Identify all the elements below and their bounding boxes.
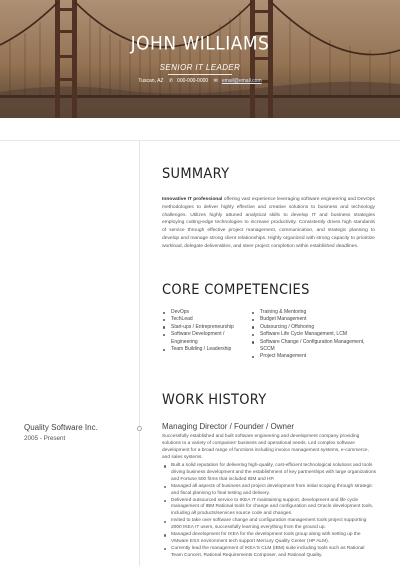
email-icon: ✉ [213,78,218,84]
list-item: Managed all aspects of business and project development from initial scoping through strategic and fiscal planning to final testing and delivery. [162,484,377,498]
summary-text [162,196,375,251]
summary-lead: Innovative IT professional [162,197,223,202]
summary-body: offering vast experience leveraging software engineering and DevOps methodologies to deliver highly effective and creative solutions to business and technology challenges. Utilizes highly attuned analytical skills to develop IT and business strategies employing cutting-edge technologies to increase productivity. Consistently drives high standards of service through effective project management, communication, and strategic planning to develop and manage strong client relationships. Highly organized with strong capacity to prioritize workload, delegate deliverables, and steer project completion within established deadlines. [162,197,375,249]
phone-icon: ✆ [168,78,174,84]
work-history-heading: WORK HISTORY [162,392,267,409]
section-divider [0,140,400,141]
competencies-list-right [251,309,379,361]
company-name: Quality Software Inc. [24,423,98,432]
list-item: Outsourcing / Offshoring [251,324,379,331]
competencies-heading: CORE COMPETENCIES [162,282,310,299]
responsibilities-list [162,463,377,560]
list-item: Software Change / Configuration Management, SCCM [251,339,379,354]
job-description: Successfully established and built software engineering and development company providing solutions to a variety of companies' business and operational needs. Led complex software development for a broad range of functions including invoice management systems, e-commerce, and sales systems. [162,434,369,460]
list-item: Managed development for IKEA for the development tools group along with setting up the VMware ESX environment tech support Mercury Quality Center (HP ALM). [162,532,377,546]
list-item: Software Life Cycle Management, LCM [251,331,379,338]
job-title: SENIOR IT LEADER [159,63,241,72]
list-item: Software Development / Engineering [162,331,250,346]
list-item: Built a solid reputation for delivering high-quality, cost-efficient technological solutions and tools driving business development and the establishment of key partnerships with large organizations and Fortune 500 firms that included IBM and HP. [162,463,377,484]
phone-number: 000-000-0000 [177,78,209,84]
list-item: Team Building / Leadership [162,346,250,353]
golden-gate-bridge-image [0,0,400,118]
list-item: Start-ups / Entrepreneurship [162,324,250,331]
contact-info [0,78,400,84]
list-item: TechLead [162,316,250,323]
job-role: Managing Director / Founder / Owner [162,422,295,431]
list-item: Invited to take over software change and configuration management tools project supporting 2000 IKEA IT users, successfully learning everything from the ground up. [162,518,377,532]
column-divider [139,141,140,566]
candidate-name: JOHN WILLIAMS [130,33,270,55]
title-underline [168,74,232,75]
summary-heading: SUMMARY [162,166,230,183]
email-link[interactable]: email@email.com [221,78,262,84]
list-item: Project Management [251,353,379,360]
list-item: Delivered outsourced service to IKEA IT maintaining support, development and life cycle management of IBM Rational tools for change and configuration and Oracle development tools, including all products/services source code and changes. [162,498,377,519]
list-item: Budget Management [251,316,379,323]
employment-dates: 2005 - Present [24,435,66,442]
header-banner [0,0,400,118]
list-item: Training & Mentoring [251,309,379,316]
timeline-dot [137,426,142,431]
competencies-list-left [162,309,250,353]
list-item: Currently lead the management of IKEA'S CLM (IBM) suite including tools such as Rational Team Concert, Rational Requirements Composer, and Rational Quality. [162,546,377,560]
list-item: DevOps [162,309,250,316]
location: Tuscan, AZ [138,78,164,84]
